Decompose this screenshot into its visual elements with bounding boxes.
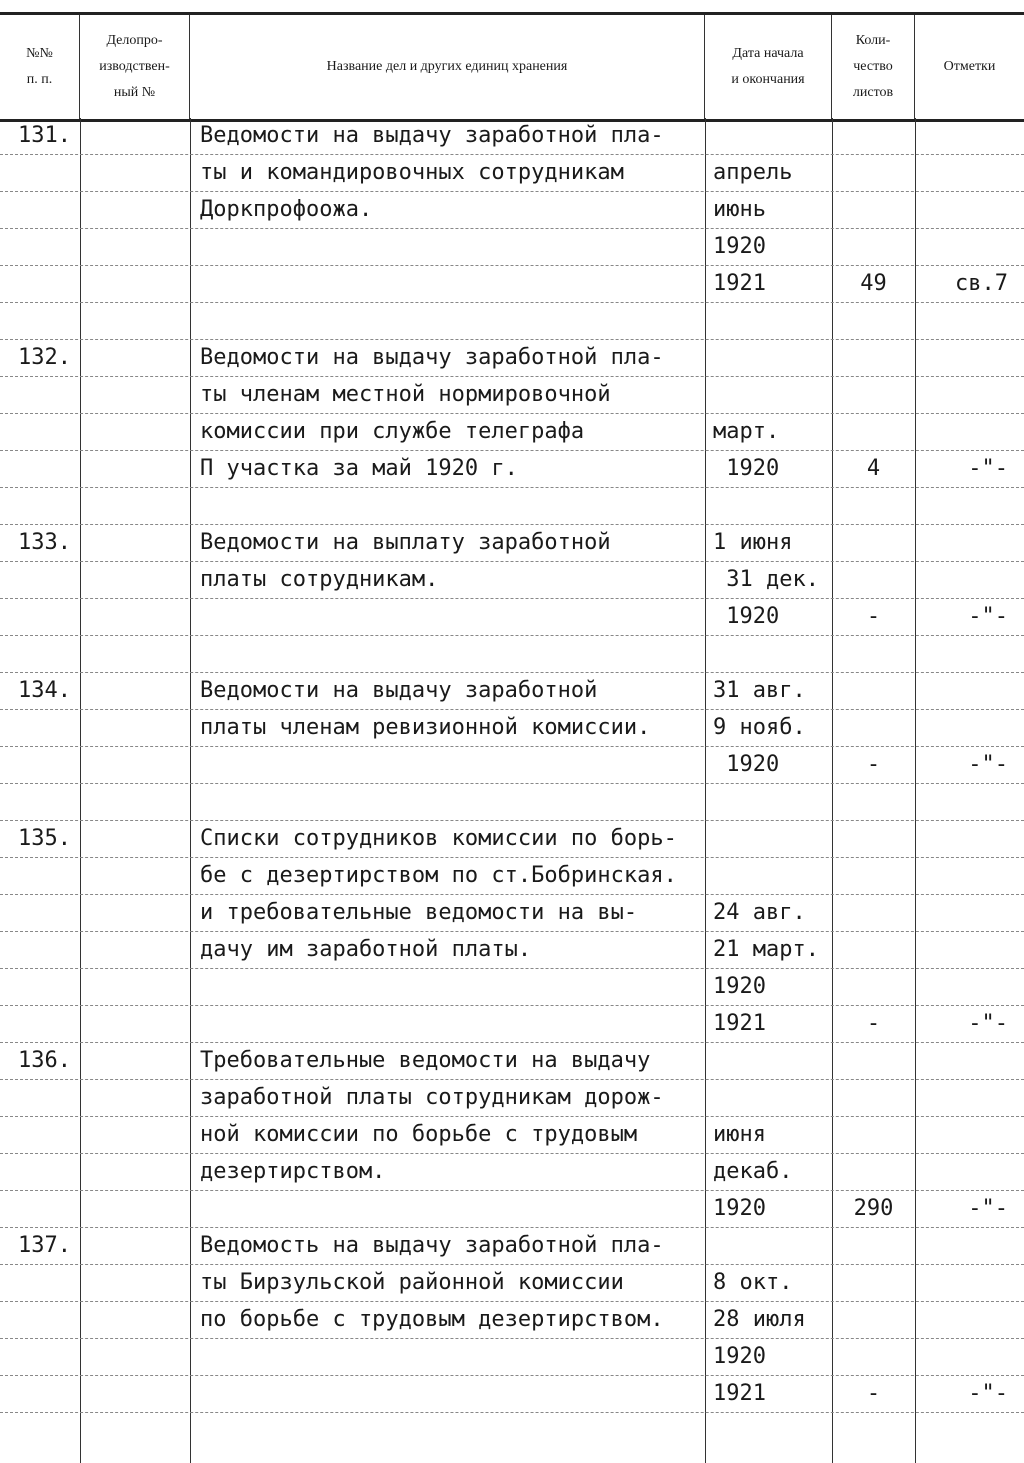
record-date: 24 авг.	[713, 900, 806, 925]
record-number: 132.	[18, 345, 71, 370]
record-date	[705, 636, 832, 672]
table-row	[0, 118, 1024, 155]
record-date: март.	[713, 419, 780, 444]
header-number: №№ п. п.	[0, 15, 80, 119]
header-office-number: Делопро- изводствен- ный №	[80, 15, 190, 119]
inventory-record	[0, 1228, 1024, 1413]
sheet-count	[832, 414, 915, 450]
record-notes	[915, 1339, 1024, 1375]
record-number	[0, 747, 80, 783]
record-number	[0, 377, 80, 413]
record-notes	[915, 1228, 1024, 1264]
record-number	[0, 895, 80, 931]
record-notes: -"-	[968, 1381, 1008, 1406]
office-number	[80, 895, 190, 931]
table-row	[0, 599, 1024, 636]
record-notes: -"-	[968, 456, 1008, 481]
sheet-count	[832, 895, 915, 931]
office-number	[80, 969, 190, 1005]
record-title-line: бе с дезертирством по ст.Бобринская.	[200, 863, 677, 888]
record-notes	[915, 525, 1024, 561]
record-number	[0, 303, 80, 339]
office-number	[80, 1117, 190, 1153]
record-title-line: Ведомости на выплату заработной	[200, 530, 611, 555]
record-date: 21 март.	[713, 937, 819, 962]
record-date: 1 июня	[713, 530, 793, 555]
record-date: апрель	[713, 160, 793, 185]
table-row	[0, 895, 1024, 932]
header-dates: Дата начала и окончания	[705, 15, 832, 119]
record-title-line: Ведомости на выдачу заработной пла-	[200, 123, 664, 148]
record-date: 1920	[713, 234, 766, 259]
office-number	[80, 266, 190, 302]
record-title-line	[190, 488, 705, 524]
record-number	[0, 192, 80, 228]
table-row	[0, 858, 1024, 895]
record-date	[705, 118, 832, 154]
sheet-count	[832, 710, 915, 746]
record-title-line: Ведомости на выдачу заработной пла-	[200, 345, 664, 370]
record-number	[0, 266, 80, 302]
table-row	[0, 488, 1024, 525]
record-number	[0, 1376, 80, 1412]
record-notes	[915, 229, 1024, 265]
record-notes: -"-	[968, 604, 1008, 629]
record-date	[705, 340, 832, 376]
office-number	[80, 1376, 190, 1412]
record-number	[0, 784, 80, 820]
table-row	[0, 710, 1024, 747]
record-number	[0, 1265, 80, 1301]
sheet-count	[832, 562, 915, 598]
sheet-count	[832, 1080, 915, 1116]
table-row	[0, 932, 1024, 969]
record-date: 31 авг.	[713, 678, 806, 703]
table-row	[0, 266, 1024, 303]
table-row	[0, 747, 1024, 784]
office-number	[80, 747, 190, 783]
record-notes	[915, 710, 1024, 746]
record-title-line: платы членам ревизионной комиссии.	[200, 715, 651, 740]
table-row	[0, 229, 1024, 266]
inventory-record	[0, 821, 1024, 1043]
sheet-count	[832, 821, 915, 857]
sheet-count	[832, 377, 915, 413]
table-row	[0, 451, 1024, 488]
table-row	[0, 377, 1024, 414]
table-row	[0, 192, 1024, 229]
sheet-count: 290	[853, 1196, 894, 1221]
inventory-record	[0, 525, 1024, 673]
office-number	[80, 1191, 190, 1227]
record-number	[0, 932, 80, 968]
table-row	[0, 1154, 1024, 1191]
office-number	[80, 784, 190, 820]
record-number: 133.	[18, 530, 71, 555]
record-date	[705, 858, 832, 894]
record-date	[705, 303, 832, 339]
inventory-record	[0, 118, 1024, 340]
table-row	[0, 303, 1024, 340]
record-title-line	[190, 636, 705, 672]
record-notes	[915, 414, 1024, 450]
record-number	[0, 488, 80, 524]
table-row	[0, 1228, 1024, 1265]
record-title-line: Ведомость на выдачу заработной пла-	[200, 1233, 664, 1258]
table-row	[0, 1302, 1024, 1339]
office-number	[80, 192, 190, 228]
sheet-count	[832, 1265, 915, 1301]
record-date: 1920	[713, 456, 780, 481]
sheet-count	[832, 303, 915, 339]
sheet-count	[832, 1117, 915, 1153]
record-notes	[915, 1154, 1024, 1190]
record-date: декаб.	[713, 1159, 793, 1184]
table-row	[0, 1043, 1024, 1080]
record-number: 136.	[18, 1048, 71, 1073]
record-title-line: ты и командировочных сотрудникам	[200, 160, 624, 185]
office-number	[80, 1080, 190, 1116]
office-number	[80, 932, 190, 968]
sheet-count	[832, 340, 915, 376]
record-title-line: ной комиссии по борьбе с трудовым	[200, 1122, 638, 1147]
table-row	[0, 1006, 1024, 1043]
record-notes	[915, 377, 1024, 413]
record-date: 31 дек.	[713, 567, 819, 592]
record-title-line: платы сотрудникам.	[200, 567, 439, 592]
record-number	[0, 1302, 80, 1338]
office-number	[80, 1043, 190, 1079]
record-number	[0, 1191, 80, 1227]
sheet-count	[832, 118, 915, 154]
header-title: Название дел и других единиц хранения	[190, 15, 705, 119]
record-notes	[915, 488, 1024, 524]
record-number: 131.	[18, 123, 71, 148]
record-notes	[915, 1265, 1024, 1301]
record-number	[0, 229, 80, 265]
record-date: 9 нояб.	[713, 715, 806, 740]
record-notes	[915, 932, 1024, 968]
record-number	[0, 562, 80, 598]
office-number	[80, 118, 190, 154]
record-date: 1921	[713, 1381, 766, 1406]
office-number	[80, 155, 190, 191]
record-number	[0, 155, 80, 191]
sheet-count	[832, 1228, 915, 1264]
sheet-count: 4	[866, 456, 881, 481]
table-row	[0, 673, 1024, 710]
office-number	[80, 414, 190, 450]
record-notes	[915, 562, 1024, 598]
table-row	[0, 784, 1024, 821]
inventory-record	[0, 340, 1024, 525]
record-title-line	[190, 266, 705, 302]
sheet-count	[832, 858, 915, 894]
record-notes: -"-	[968, 1196, 1008, 1221]
record-notes	[915, 192, 1024, 228]
record-number: 137.	[18, 1233, 71, 1258]
record-title-line	[190, 747, 705, 783]
record-title-line: и требовательные ведомости на вы-	[200, 900, 638, 925]
record-date	[705, 1228, 832, 1264]
record-notes	[915, 969, 1024, 1005]
record-notes	[915, 1080, 1024, 1116]
record-number	[0, 636, 80, 672]
record-title-line: дачу им заработной платы.	[200, 937, 532, 962]
inventory-table-body	[0, 118, 1024, 1413]
record-date: 1920	[713, 604, 780, 629]
table-row	[0, 525, 1024, 562]
record-title-line: Ведомости на выдачу заработной	[200, 678, 598, 703]
office-number	[80, 1006, 190, 1042]
table-row	[0, 1339, 1024, 1376]
record-title-line	[190, 784, 705, 820]
record-number	[0, 858, 80, 894]
office-number	[80, 1228, 190, 1264]
record-title-line: по борьбе с трудовым дезертирством.	[200, 1307, 664, 1332]
inventory-record	[0, 1043, 1024, 1228]
table-header	[0, 12, 1024, 122]
office-number	[80, 1339, 190, 1375]
office-number	[80, 821, 190, 857]
sheet-count: -	[866, 752, 881, 777]
record-title-line: Доркпрофоожа.	[200, 197, 373, 222]
inventory-record	[0, 673, 1024, 821]
sheet-count	[832, 1043, 915, 1079]
table-row	[0, 1191, 1024, 1228]
sheet-count	[832, 636, 915, 672]
office-number	[80, 1154, 190, 1190]
record-notes: -"-	[968, 752, 1008, 777]
record-notes	[915, 1117, 1024, 1153]
record-date: 28 июля	[713, 1307, 806, 1332]
sheet-count	[832, 192, 915, 228]
office-number	[80, 488, 190, 524]
sheet-count: -	[866, 604, 881, 629]
record-notes	[915, 784, 1024, 820]
table-row	[0, 1080, 1024, 1117]
sheet-count	[832, 1154, 915, 1190]
record-number	[0, 451, 80, 487]
table-row	[0, 155, 1024, 192]
table-row	[0, 562, 1024, 599]
table-row	[0, 969, 1024, 1006]
record-number: 135.	[18, 826, 71, 851]
record-number	[0, 969, 80, 1005]
sheet-count	[832, 229, 915, 265]
record-date	[705, 377, 832, 413]
record-date: 1920	[713, 752, 780, 777]
record-notes	[915, 118, 1024, 154]
sheet-count: -	[866, 1381, 881, 1406]
table-row	[0, 1117, 1024, 1154]
sheet-count: 49	[860, 271, 887, 296]
office-number	[80, 451, 190, 487]
record-notes	[915, 673, 1024, 709]
record-number	[0, 599, 80, 635]
table-row	[0, 1265, 1024, 1302]
record-date: 1921	[713, 271, 766, 296]
table-row	[0, 414, 1024, 451]
table-row	[0, 821, 1024, 858]
record-title-line	[190, 599, 705, 635]
record-title-line	[190, 1006, 705, 1042]
sheet-count	[832, 488, 915, 524]
office-number	[80, 229, 190, 265]
table-row	[0, 636, 1024, 673]
record-title-line: дезертирством.	[200, 1159, 386, 1184]
record-notes	[915, 155, 1024, 191]
office-number	[80, 562, 190, 598]
record-title-line: Требовательные ведомости на выдачу	[200, 1048, 651, 1073]
sheet-count	[832, 525, 915, 561]
sheet-count	[832, 932, 915, 968]
record-date: июня	[713, 1122, 766, 1147]
sheet-count	[832, 673, 915, 709]
sheet-count: -	[866, 1011, 881, 1036]
record-notes	[915, 858, 1024, 894]
sheet-count	[832, 1302, 915, 1338]
header-sheets: Коли- чество листов	[832, 15, 915, 119]
record-date	[705, 784, 832, 820]
office-number	[80, 673, 190, 709]
record-date: 1921	[713, 1011, 766, 1036]
sheet-count	[832, 1339, 915, 1375]
sheet-count	[832, 784, 915, 820]
office-number	[80, 858, 190, 894]
record-date: 1920	[713, 1196, 766, 1221]
sheet-count	[832, 969, 915, 1005]
record-title-line: комиссии при службе телеграфа	[200, 419, 585, 444]
record-date: июнь	[713, 197, 766, 222]
record-notes	[915, 1043, 1024, 1079]
record-title-line: П участка за май 1920 г.	[200, 456, 518, 481]
office-number	[80, 636, 190, 672]
record-title-line	[190, 303, 705, 339]
office-number	[80, 377, 190, 413]
record-notes	[915, 340, 1024, 376]
office-number	[80, 340, 190, 376]
record-title-line	[190, 1339, 705, 1375]
record-title-line: ты членам местной нормировочной	[200, 382, 611, 407]
record-number	[0, 1154, 80, 1190]
record-number	[0, 414, 80, 450]
record-title-line: Списки сотрудников комиссии по борь-	[200, 826, 677, 851]
record-title-line	[190, 969, 705, 1005]
office-number	[80, 599, 190, 635]
record-notes: св.7	[955, 271, 1008, 296]
record-date: 8 окт.	[713, 1270, 793, 1295]
office-number	[80, 1302, 190, 1338]
header-notes: Отметки	[943, 59, 996, 74]
office-number	[80, 303, 190, 339]
record-notes	[915, 1302, 1024, 1338]
record-notes	[915, 303, 1024, 339]
record-date: 1920	[713, 974, 766, 999]
record-number: 134.	[18, 678, 71, 703]
record-title-line: заработной платы сотрудникам дорож-	[200, 1085, 664, 1110]
record-number	[0, 710, 80, 746]
record-date	[705, 821, 832, 857]
record-title-line	[190, 1191, 705, 1227]
record-notes	[915, 895, 1024, 931]
record-date	[705, 1043, 832, 1079]
record-date	[705, 1080, 832, 1116]
record-number	[0, 1006, 80, 1042]
table-row	[0, 340, 1024, 377]
record-notes	[915, 821, 1024, 857]
record-date: 1920	[713, 1344, 766, 1369]
record-title-line	[190, 229, 705, 265]
record-date	[705, 488, 832, 524]
record-title-line: ты Бирзульской районной комиссии	[200, 1270, 624, 1295]
sheet-count	[832, 155, 915, 191]
table-row	[0, 1376, 1024, 1413]
record-notes	[915, 636, 1024, 672]
record-notes: -"-	[968, 1011, 1008, 1036]
record-number	[0, 1117, 80, 1153]
record-title-line	[190, 1376, 705, 1412]
office-number	[80, 525, 190, 561]
office-number	[80, 1265, 190, 1301]
record-number	[0, 1339, 80, 1375]
record-number	[0, 1080, 80, 1116]
office-number	[80, 710, 190, 746]
